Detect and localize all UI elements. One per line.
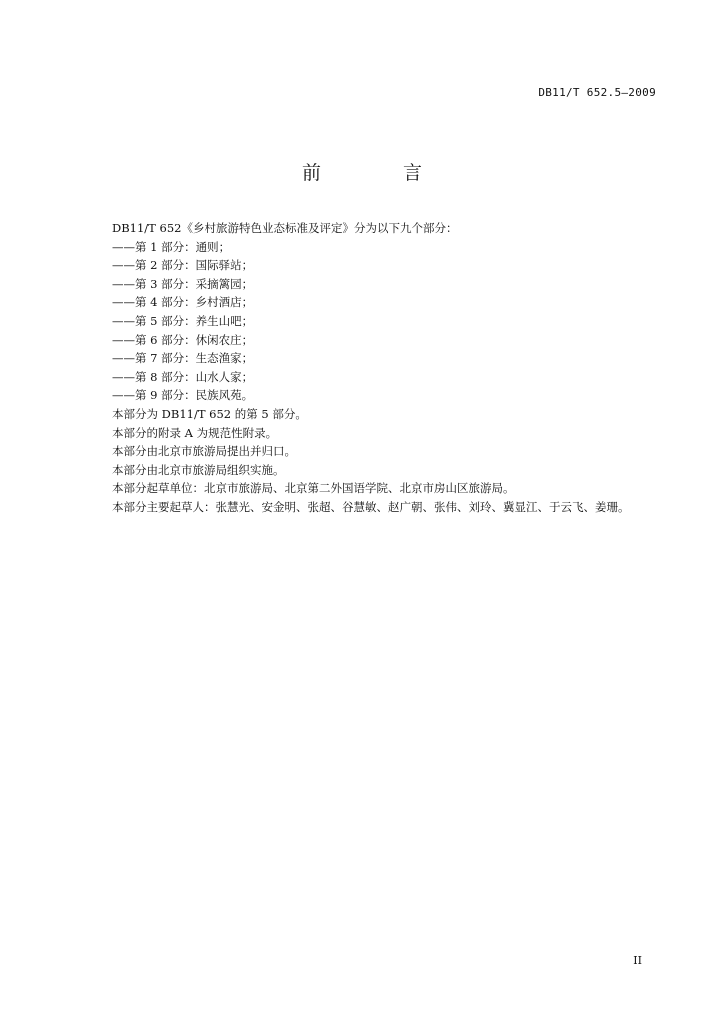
paragraph-proposed-by: 本部分由北京市旅游局提出并归口。 (112, 444, 296, 459)
list-item-part-5: ——第 5 部分：养生山吧； (112, 313, 254, 328)
list-item-part-9: ——第 9 部分：民族风苑。 (112, 388, 254, 403)
list-item-part-2: ——第 2 部分：国际驿站； (112, 258, 254, 273)
page-title: 前 言 (301, 162, 461, 184)
list-item-part-4: ——第 4 部分：乡村酒店； (112, 295, 254, 310)
list-item-part-8: ——第 8 部分：山水人家； (112, 369, 254, 384)
list-item-part-7: ——第 7 部分：生态渔家； (112, 351, 254, 366)
paragraph-appendix: 本部分的附录 A 为规范性附录。 (112, 425, 278, 440)
list-item-part-1: ——第 1 部分：通则； (112, 239, 231, 254)
paragraph-intro: DB11/T 652《乡村旅游特色业态标准及评定》分为以下九个部分： (112, 221, 458, 235)
paragraph-implemented-by: 本部分由北京市旅游局组织实施。 (112, 462, 285, 477)
list-item-part-6: ——第 6 部分：休闲农庄； (112, 332, 254, 347)
page-number: II (633, 954, 642, 967)
foreword-body (84, 219, 658, 517)
paragraph-drafters: 本部分主要起草人：张慧光、安金明、张超、谷慧敏、赵广朝、张伟、刘玲、冀显江、于云飞、姜珊。 (112, 499, 630, 514)
paragraph-scope: 本部分为 DB11/T 652 的第 5 部分。 (112, 406, 307, 421)
paragraph-drafting-units: 本部分起草单位：北京市旅游局、北京第二外国语学院、北京市房山区旅游局。 (112, 481, 515, 496)
list-item-part-3: ——第 3 部分：采摘篱园； (112, 276, 254, 291)
standard-code: DB11/T 652.5—2009 (538, 86, 656, 99)
